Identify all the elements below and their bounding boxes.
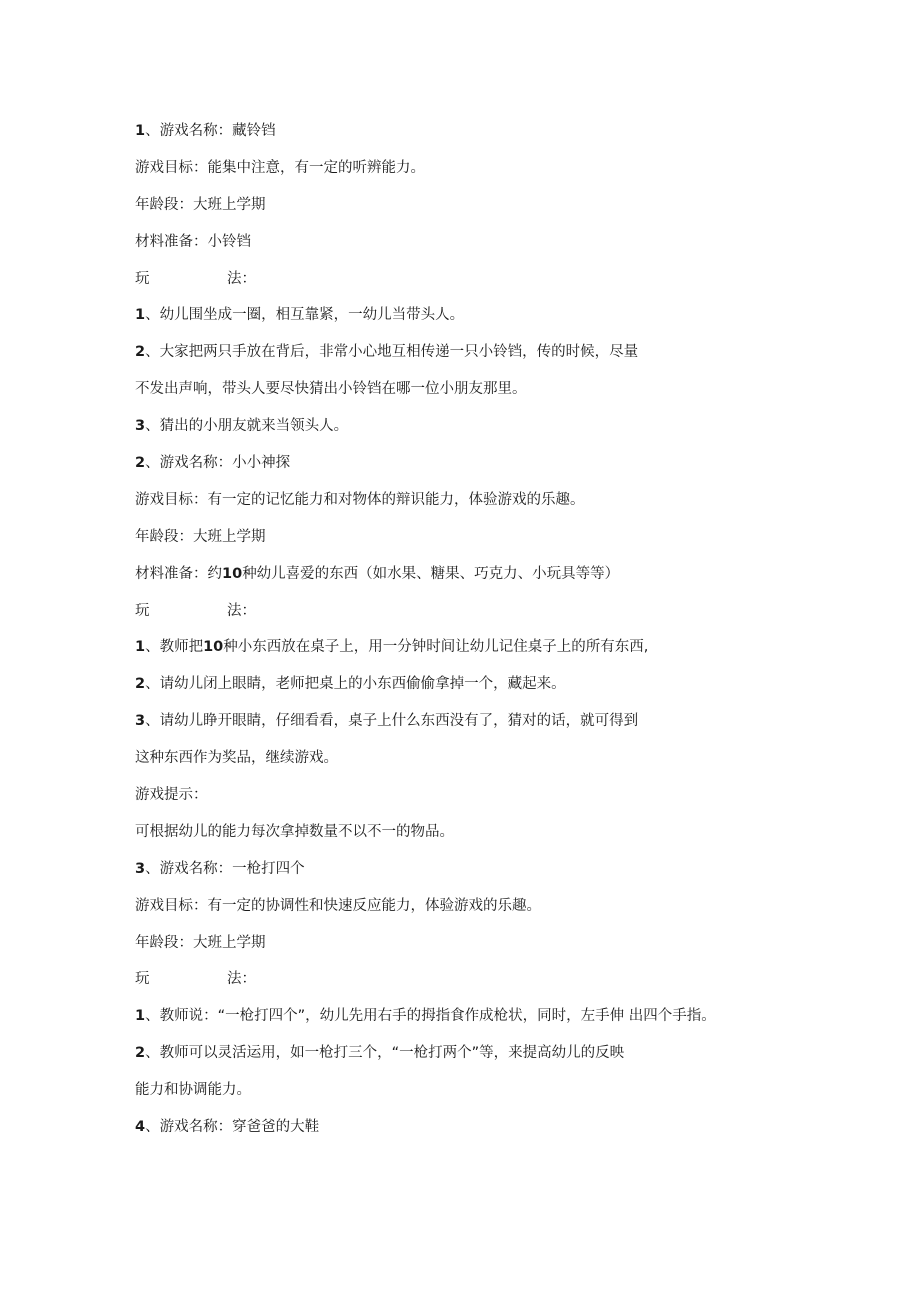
text-line xyxy=(135,931,795,968)
text-line xyxy=(135,230,795,267)
method-label-char: 玩 xyxy=(135,602,150,619)
line-text: 这种东西作为奖品，继续游戏。 xyxy=(135,750,338,767)
item-number: 3 xyxy=(135,713,146,730)
line-text: 、游戏名称：小小神探 xyxy=(145,455,291,472)
method-label-char: 法： xyxy=(227,602,256,619)
item-number: 2 xyxy=(135,676,146,693)
line-text: 游戏目标：有一定的协调性和快速反应能力，体验游戏的乐趣。 xyxy=(135,897,541,914)
line-text: 、请幼儿闭上眼睛，老师把桌上的小东西偷偷拿掉一个，藏起来。 xyxy=(145,676,566,693)
text-line xyxy=(135,562,795,599)
line-text: 年龄段：大班上学期 xyxy=(135,934,266,951)
text-line xyxy=(135,303,795,340)
line-text: 年龄段：大班上学期 xyxy=(135,196,266,213)
item-number: 3 xyxy=(135,418,146,435)
line-text: 材料准备：约 xyxy=(135,565,222,582)
item-number: 3 xyxy=(135,860,146,877)
text-line xyxy=(135,746,795,783)
line-text: 材料准备：小铃铛 xyxy=(135,233,251,250)
text-line xyxy=(135,488,795,525)
line-text: 、幼儿围坐成一圈，相互靠紧，一幼儿当带头人。 xyxy=(145,307,465,324)
line-text: 游戏目标：有一定的记忆能力和对物体的辩识能力，体验游戏的乐趣。 xyxy=(135,491,585,508)
line-text: 、请幼儿睁开眼睛，仔细看看，桌子上什么东西没有了，猜对的话，就可得到 xyxy=(145,713,639,730)
text-line xyxy=(135,967,795,1004)
text-line xyxy=(135,525,795,562)
line-text: 种小东西放在桌子上，用一分钟时间让幼儿记住桌子上的所有东西, xyxy=(223,639,649,656)
line-text: 、游戏名称：穿爸爸的大鞋 xyxy=(145,1119,320,1136)
line-text: 、猜出的小朋友就来当领头人。 xyxy=(145,418,349,435)
item-number: 1 xyxy=(135,639,146,656)
line-text: 、教师说：“一枪打四个”，幼儿先用右手的拇指食作成枪状，同时，左手伸 出四个手指。 xyxy=(145,1008,716,1025)
line-text: 、教师把 xyxy=(145,639,204,656)
line-text: 能力和协调能力。 xyxy=(135,1082,251,1099)
text-line xyxy=(135,1078,795,1115)
method-label-char: 法： xyxy=(227,270,256,287)
line-text: 不发出声响，带头人要尽快猜出小铃铛在哪一位小朋友那里。 xyxy=(135,381,527,398)
text-line xyxy=(135,820,795,857)
item-number: 4 xyxy=(135,1119,146,1136)
item-number: 2 xyxy=(135,344,146,361)
bold-number: 10 xyxy=(203,639,224,656)
text-line xyxy=(135,709,795,746)
line-text: 种幼儿喜爱的东西（如水果、糖果、巧克力、小玩具等等） xyxy=(242,565,620,582)
text-line xyxy=(135,451,795,488)
line-text: 、教师可以灵活运用，如一枪打三个，“一枪打两个”等，来提高幼儿的反映 xyxy=(145,1045,625,1062)
item-number: 1 xyxy=(135,1008,146,1025)
item-number: 2 xyxy=(135,455,146,472)
text-line xyxy=(135,156,795,193)
text-line xyxy=(135,857,795,894)
bold-number: 10 xyxy=(222,565,243,582)
document-body xyxy=(135,119,795,1152)
line-text: 可根据幼儿的能力每次拿掉数量不以不一的物品。 xyxy=(135,823,454,840)
text-line xyxy=(135,1115,795,1152)
text-line xyxy=(135,894,795,931)
text-line xyxy=(135,635,795,672)
line-text: 、游戏名称：藏铃铛 xyxy=(145,123,276,139)
line-text: 年龄段：大班上学期 xyxy=(135,528,266,545)
text-line xyxy=(135,119,795,156)
method-label-char: 玩 xyxy=(135,270,150,287)
item-number: 2 xyxy=(135,1045,146,1062)
text-line xyxy=(135,267,795,304)
text-line xyxy=(135,414,795,451)
text-line xyxy=(135,672,795,709)
text-line xyxy=(135,1041,795,1078)
text-line xyxy=(135,599,795,636)
item-number: 1 xyxy=(135,307,146,324)
text-line xyxy=(135,193,795,230)
line-text: 、大家把两只手放在背后，非常小心地互相传递一只小铃铛，传的时候，尽量 xyxy=(145,344,639,361)
item-number: 1 xyxy=(135,123,146,139)
text-line xyxy=(135,377,795,414)
text-line xyxy=(135,340,795,377)
method-label-char: 玩 xyxy=(135,971,150,988)
line-text: 、游戏名称：一枪打四个 xyxy=(145,860,305,877)
text-line xyxy=(135,783,795,820)
line-text: 游戏提示： xyxy=(135,787,208,804)
method-label-char: 法： xyxy=(227,971,256,988)
line-text: 游戏目标：能集中注意，有一定的听辨能力。 xyxy=(135,159,425,176)
text-line xyxy=(135,1004,795,1041)
